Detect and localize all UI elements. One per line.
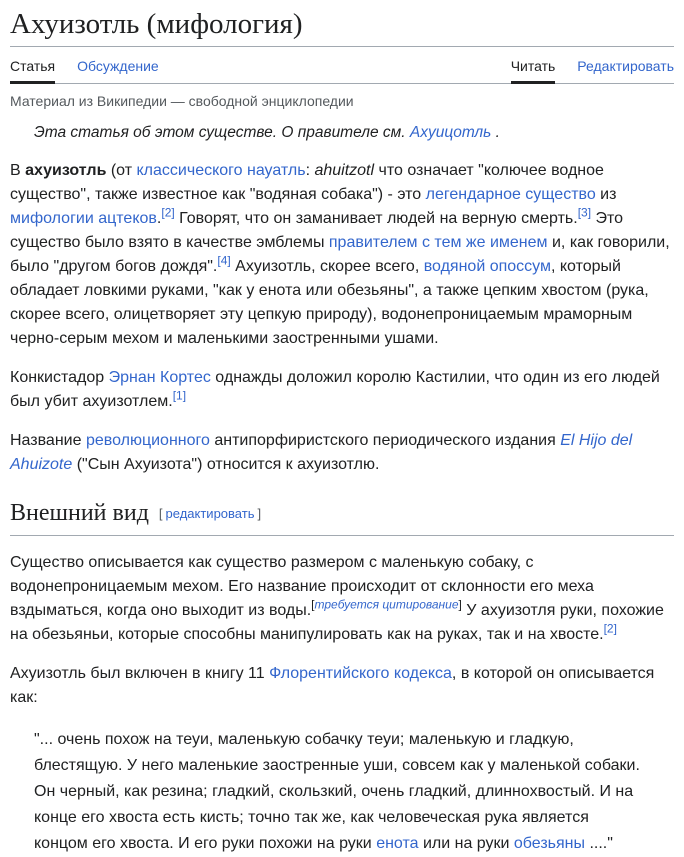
footnote-link[interactable]: [4] — [217, 253, 231, 268]
page-title: Ахуизотль (мифология) — [10, 6, 674, 47]
text-run: Существо описывается как существо размером с маленькую собаку, с водонепроницаемым мехом. Его название происходит от склонности его меха вздыматься, когда оно выходит из воды. — [10, 554, 594, 619]
text-run: и, как говорили, было "другом богов дождя". — [10, 234, 670, 275]
edit-bracket-close: ] — [257, 506, 262, 521]
text-run: Говорят, что он заманивает людей на верную смерть. — [174, 210, 578, 227]
bracket-open: [ — [311, 597, 315, 612]
footnote-ref — [604, 622, 617, 636]
cortes-paragraph — [10, 366, 674, 414]
inline-link[interactable]: Эрнан Кортес — [108, 369, 211, 386]
bold-term: ахуизотль — [25, 162, 107, 179]
inline-link[interactable]: Флорентийского кодекса — [269, 665, 452, 682]
citation-needed-link[interactable]: требуется цитирование — [314, 597, 459, 612]
text-run: ("Сын Ахуизота") относится к ахуизотлю. — [72, 456, 380, 473]
text-run: Эта статья об этом существе. О правителе см. — [34, 124, 410, 141]
inline-link[interactable]: мифологии ацтеков — [10, 210, 157, 227]
section-heading-text: Внешний вид — [10, 500, 149, 526]
text-run: Конкистадор — [10, 369, 109, 386]
text-run: . — [156, 210, 162, 227]
text-run: или на руки — [418, 835, 514, 852]
text-run: Ахуизотль был включен в книгу 11 — [10, 665, 270, 682]
edit-section-link[interactable]: редактировать — [165, 506, 255, 521]
hatnote — [34, 122, 674, 144]
text-run: . — [491, 124, 500, 141]
namespace-tabs — [10, 47, 181, 83]
text-run: Ахуизотль, скорее всего, — [230, 258, 424, 275]
site-subtitle: Материал из Википедии — свободной энциклопедии — [10, 93, 354, 109]
text-run: ...." — [585, 835, 613, 852]
text-run: что означает "колючее водное существо", также известное как "водяная собака") - это — [10, 162, 604, 203]
view-tabs — [511, 47, 674, 83]
footnote-link[interactable]: [3] — [577, 205, 592, 220]
text-run: Название — [10, 432, 86, 449]
inline-link[interactable]: революционного — [85, 432, 210, 449]
footnote-ref — [217, 254, 230, 268]
codex-paragraph — [10, 662, 674, 710]
tab-talk[interactable]: Обсуждение — [77, 58, 159, 74]
edit-bracket-open: [ — [158, 506, 163, 521]
text-run: , который обладает ловкими руками, "как у енота или обезьяны", а также цепким хвостом (рука, скорее всего, олицетворяет эту цепкую природу), водонепроницаемым мраморным черно-серым мехом и маленькими заостренными ушами. — [10, 258, 649, 347]
text-run: Это существо было взято в качестве эмблемы — [10, 210, 624, 251]
section-heading-appearance — [10, 499, 674, 536]
text-run: из — [595, 186, 617, 203]
tab-read[interactable]: Читать — [511, 47, 556, 83]
periodical-paragraph — [10, 429, 674, 477]
codex-blockquote — [34, 727, 644, 857]
inline-link[interactable]: обезьяны — [513, 835, 586, 852]
text-run: антипорфиристского периодического издания — [209, 432, 561, 449]
footnote-ref — [173, 389, 186, 403]
footnote-ref — [161, 206, 174, 220]
tab-bar — [10, 47, 674, 84]
text-run: В — [10, 162, 26, 179]
inline-link[interactable]: легендарное существо — [425, 186, 596, 203]
tab-article[interactable]: Статья — [10, 47, 55, 83]
text-run: (от — [106, 162, 137, 179]
text-run: "... очень похож на теуи, маленькую собачку теуи; маленькую и гладкую, блестящую. У него маленькие заостренные уши, совсем как у маленькой собаки. Он черный, как резина; гладкий, скользкий, очень гладкий, длиннохвостый. И на конце его хвоста есть кисть; точно так же, как человеческая рука является концом его хвоста. И его руки похожи на руки — [34, 731, 640, 852]
italic-term: ahuitzotl — [314, 162, 375, 179]
tab-edit[interactable]: Редактировать — [577, 58, 674, 74]
text-run: однажды доложил королю Кастилии, что один из его людей был убит ахуизотлем. — [10, 369, 660, 410]
inline-link[interactable]: Ахуицотль — [409, 124, 492, 141]
citation-needed — [311, 598, 462, 612]
footnote-link[interactable]: [2] — [603, 621, 617, 636]
appearance-paragraph — [10, 551, 674, 647]
edit-section — [159, 506, 261, 521]
footnote-link[interactable]: [2] — [161, 205, 175, 220]
footnote-link[interactable]: [1] — [172, 388, 187, 403]
footnote-ref — [578, 206, 591, 220]
text-run: : — [305, 162, 315, 179]
bracket-close: ] — [458, 597, 462, 612]
intro-paragraph — [10, 159, 674, 351]
inline-link[interactable]: правителем с тем же именем — [328, 234, 548, 251]
inline-link[interactable]: водяной опоссум — [423, 258, 551, 275]
inline-link[interactable]: енота — [376, 835, 419, 852]
inline-link[interactable]: классического науатль — [136, 162, 306, 179]
text-run: , в которой он описывается как: — [10, 665, 655, 706]
text-run: У ахуизотля руки, похожие на обезьяньи, которые способны манипулировать как на руках, так и на хвосте. — [10, 602, 664, 643]
inline-link-italic[interactable]: El Hijo del Ahuizote — [10, 432, 633, 473]
